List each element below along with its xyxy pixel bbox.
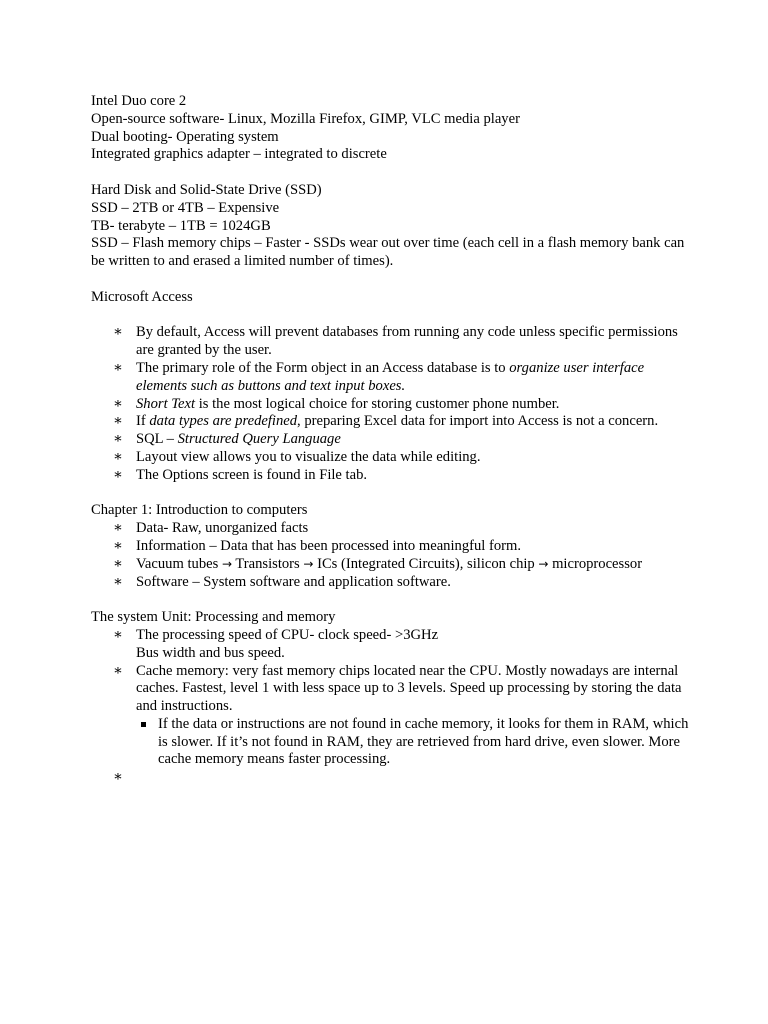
list-item: ∗ Vacuum tubes → Transistors → ICs (Integrated Circuits), silicon chip → microprocessor <box>91 556 691 574</box>
system-unit-list <box>91 627 691 787</box>
list-item: ∗ Information – Data that has been processed into meaningful form. <box>91 538 691 556</box>
storage-line: Hard Disk and Solid-State Drive (SSD) <box>91 181 322 198</box>
section-heading: The system Unit: Processing and memory <box>91 609 336 626</box>
section-heading: Chapter 1: Introduction to computers <box>91 502 308 519</box>
asterisk-bullet-icon: ∗ <box>113 413 123 430</box>
list-item: ∗ If data types are predefined, preparing Excel data for import into Access is not a concern. <box>91 413 691 431</box>
square-bullet-icon <box>141 722 146 727</box>
asterisk-bullet-icon: ∗ <box>113 448 123 465</box>
list-item: ∗ Layout view allows you to visualize the data while editing. <box>91 449 691 467</box>
storage-line: TB- terabyte – 1TB = 1024GB <box>91 217 271 234</box>
intro-line: Dual booting- Operating system <box>91 128 279 145</box>
list-item: ∗ By default, Access will prevent databases from running any code unless specific permissions are granted by the user. <box>91 324 691 360</box>
storage-section <box>91 182 691 271</box>
list-item: ∗ The primary role of the Form object in an Access database is to organize user interface elements such as buttons and text input boxes. <box>91 360 691 396</box>
asterisk-bullet-icon: ∗ <box>113 520 123 537</box>
asterisk-bullet-icon: ∗ <box>113 555 123 572</box>
spacer <box>91 307 691 325</box>
document-page <box>91 93 691 787</box>
ssd-note: SSD – Flash memory chips – Faster - SSDs wear out over time (each cell in a flash memory bank can be written to and erased a limited number of times). <box>91 235 685 270</box>
list-item: ∗ Software – System software and application software. <box>91 574 691 592</box>
intro-section <box>91 93 691 164</box>
spacer <box>91 485 691 503</box>
spacer <box>91 164 691 182</box>
asterisk-bullet-icon: ∗ <box>113 324 123 341</box>
spacer <box>91 271 691 289</box>
section-heading: Microsoft Access <box>91 288 193 305</box>
asterisk-bullet-icon: ∗ <box>113 626 123 643</box>
intro-line: Intel Duo core 2 <box>91 93 187 109</box>
asterisk-bullet-icon: ∗ <box>113 466 123 483</box>
access-list <box>91 324 691 484</box>
intro-line: Open-source software- Linux, Mozilla Firefox, GIMP, VLC media player <box>91 110 520 127</box>
cache-sublist <box>136 716 691 769</box>
spacer <box>91 591 691 609</box>
list-item: ∗ SQL – Structured Query Language <box>91 431 691 449</box>
asterisk-bullet-icon: ∗ <box>113 662 123 679</box>
asterisk-bullet-icon: ∗ <box>113 359 123 376</box>
right-arrow-icon: → <box>538 556 549 571</box>
list-item: ∗ Short Text is the most logical choice for storing customer phone number. <box>91 396 691 414</box>
asterisk-bullet-icon: ∗ <box>113 537 123 554</box>
list-item-empty <box>91 769 691 787</box>
list-item: ∗ Cache memory: very fast memory chips located near the CPU. Mostly nowadays are internal caches. Fastest, level 1 with less space up to 3 levels. Speed up processing by storing the data and instructions. If the data or instructions are not found in cache memory, it looks for them in RAM, which is slower. If it’s not found in RAM, they are retrieved from hard drive, even slower. More cache memory means faster processing. <box>91 663 691 770</box>
asterisk-bullet-icon: ∗ <box>113 573 123 590</box>
asterisk-bullet-icon: ∗ <box>113 431 123 448</box>
list-item: ∗ The Options screen is found in File tab. <box>91 467 691 485</box>
list-item: ∗ The processing speed of CPU- clock speed- >3GHz Bus width and bus speed. <box>91 627 691 663</box>
asterisk-bullet-icon: ∗ <box>113 769 123 786</box>
storage-line: SSD – 2TB or 4TB – Expensive <box>91 199 280 216</box>
chapter1-list <box>91 520 691 591</box>
right-arrow-icon: → <box>303 556 314 571</box>
asterisk-bullet-icon: ∗ <box>113 395 123 412</box>
intro-line: Integrated graphics adapter – integrated to discrete <box>91 146 387 163</box>
right-arrow-icon: → <box>221 556 232 571</box>
list-item: If the data or instructions are not found in cache memory, it looks for them in RAM, which is slower. If it’s not found in RAM, they are retrieved from hard drive, even slower. More cache memory means faster processing. <box>136 716 691 769</box>
list-item: ∗ Data- Raw, unorganized facts <box>91 520 691 538</box>
